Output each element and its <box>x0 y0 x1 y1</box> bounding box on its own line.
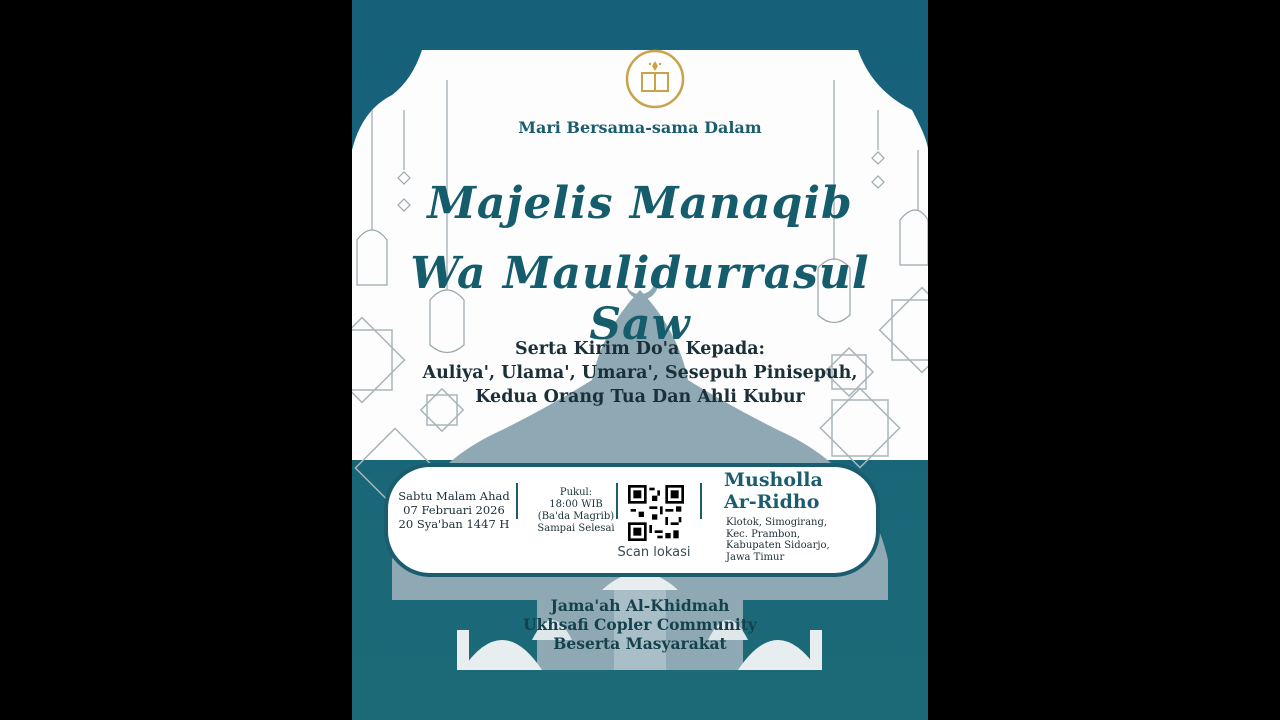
intro-text: Mari Bersama-sama Dalam <box>518 118 762 137</box>
event-poster <box>352 0 928 720</box>
organizer-line-1: Jama'ah Al-Khidmah <box>550 596 730 615</box>
divider <box>700 483 702 519</box>
doa-text <box>352 337 928 409</box>
venue-name-line-1: Musholla <box>724 469 823 491</box>
event-info-box <box>384 463 880 577</box>
date-info <box>398 489 510 531</box>
doa-line-1: Serta Kirim Do'a Kepada: <box>514 339 766 359</box>
time-line-1: Pukul: <box>559 487 593 498</box>
address-line-1: Klotok, Simogirang, <box>726 517 828 528</box>
qr-code-icon[interactable] <box>628 485 684 541</box>
logo-emblem-icon <box>625 49 685 109</box>
address-line-4: Jawa Timur <box>726 551 785 563</box>
date-line-2: 07 Februari 2026 <box>403 503 505 517</box>
organizer-line-3: Beserta Masyarakat <box>553 634 727 653</box>
venue-name-line-2: Ar-Ridho <box>724 491 820 513</box>
event-title-line1: Majelis Manaqib <box>427 178 853 229</box>
doa-line-3: Kedua Orang Tua Dan Ahli Kubur <box>475 387 805 407</box>
address-line-2: Kec. Prambon, <box>726 528 801 540</box>
qr-label: Scan lokasi <box>617 545 691 560</box>
date-line-3: 20 Sya'ban 1447 H <box>398 517 510 531</box>
divider <box>616 483 618 519</box>
event-title-line2: Wa Maulidurrasul Saw <box>410 248 870 350</box>
divider <box>516 483 518 519</box>
organizer-line-2: Ukhsafi Copler Community <box>523 615 757 634</box>
date-line-1: Sabtu Malam Ahad <box>398 489 510 503</box>
venue-address <box>726 517 846 563</box>
venue-name <box>724 469 834 513</box>
organizer-text <box>352 596 928 653</box>
time-line-2: 18:00 WIB <box>549 499 603 510</box>
doa-line-2: Auliya', Ulama', Umara', Sesepuh Pinisepuh, <box>422 363 858 383</box>
time-info <box>526 487 626 535</box>
time-line-3: (Ba'da Magrib) <box>537 511 615 522</box>
address-line-3: Kabupaten Sidoarjo, <box>726 540 830 551</box>
time-line-4: Sampai Selesai <box>537 523 615 534</box>
